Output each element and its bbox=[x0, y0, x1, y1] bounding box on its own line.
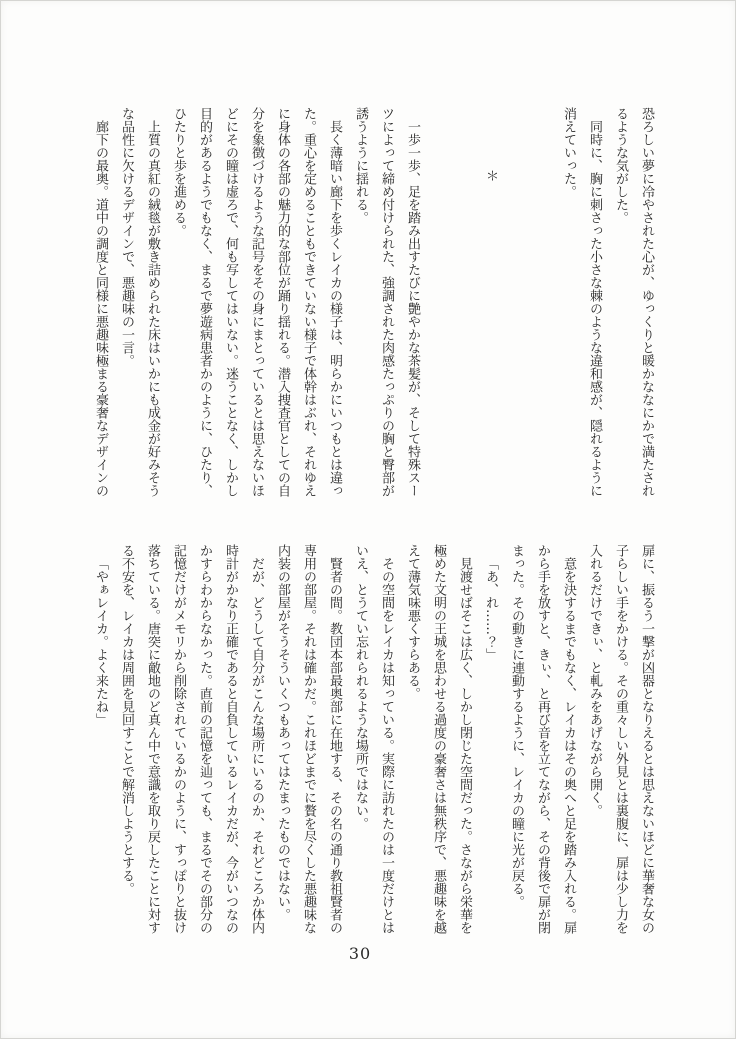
upper-text-block bbox=[79, 107, 659, 505]
paragraph: 上質の真紅の絨毯が敷き詰められた床はいかにも成金が好みそうな品性に欠けるデザインで、悪趣味の一言。 bbox=[119, 107, 160, 497]
paragraph: 恐ろしい夢に冷やされた心が、ゆっくりと暖かななにかで満たされるような気がした。 bbox=[613, 107, 654, 497]
paragraph: 意を決するまでもなく、レイカはその奥へと足を踏み入れる。扉から手を放すと、きぃ、と再び音を立てながら、その背後で扉が閉まった。その動きに連動するように、レイカの瞳に光が戻る。 bbox=[509, 544, 576, 934]
paragraph: 長く薄暗い廊下を歩くレイカの様子は、明らかにいつもとは違った。重心を定めることもできていない様子で体幹はぶれ、それゆえに身体の各部の魅力的な部位が踊り揺れる。潜入捜査官としての自分を象徴づけるような記号をその身にまとっているとは思えないほどにその瞳は虚ろで、何も写してはいない。迷うことなく、しかし目的があるようでもなく、まるで夢遊病患者かのように、ひたり、ひたりと歩を進める。 bbox=[171, 107, 342, 497]
paragraph: 扉に、振るう一撃が凶器となりえるとは思えないほどに華奢な女の子らしい手をかける。その重々しい外見とは裏腹に、扉は少し力を入れるだけできぃ、と軋みをあげながら開く。 bbox=[587, 544, 654, 934]
paragraph: 「あ、れ……？」 bbox=[483, 557, 498, 661]
paragraph: 廊下の最奥。道中の調度と同様に悪趣味極まる豪奢なデザインの bbox=[93, 120, 108, 497]
paragraph: だが、どうして自分がこんな場所にいるのか、それどころか体内時計がかなり正確であると自負しているレイカだが、今がいつなのかすらわからなかった。直前の記憶を辿っても、まるでその部分の記憶だけがメモリから削除されているかのように、すっぽりと抜け落ちている。唐突に敵地のど真ん中で意識を取り戻したことに対する不安を、レイカは周囲を見回すことで解消しようとする。 bbox=[119, 544, 264, 934]
paragraph: 一歩一歩、足を踏み出すたびに艶やかな茶髪が、そして特殊スーツによって締め付けられた、強調された肉感たっぷりの胸と臀部が誘うように揺れる。 bbox=[353, 107, 420, 497]
paragraph: その空間をレイカは知っている。実際に訪れたのは一度だけとはいえ、とうてい忘れられるような場所ではない。 bbox=[353, 544, 394, 934]
paragraph: 賢者の間。教団本部最奥部に在地する、その名の通り教祖賢者の専用の部屋。それは確かだ。これほどまでに贅を尽くした悪趣味な内装の部屋がそうそういくつもあってはたまったものではない。 bbox=[275, 544, 342, 934]
paragraph: 「やぁレイカ。よく来たね」 bbox=[93, 557, 108, 726]
page-number: 30 bbox=[348, 944, 372, 963]
paragraph: 見渡せばそこは広く、しかし閉じた空間だった。さながら栄華を極めた文明の王城を思わせる過度の豪奢さは無秩序で、悪趣味を越えて薄気味悪くすらある。 bbox=[405, 544, 472, 934]
lower-text-block bbox=[79, 544, 659, 942]
paragraph: 同時に、胸に刺さった小さな棘のような違和感が、隠れるように消えていった。 bbox=[561, 107, 602, 497]
section-separator: ＊ bbox=[483, 169, 498, 182]
